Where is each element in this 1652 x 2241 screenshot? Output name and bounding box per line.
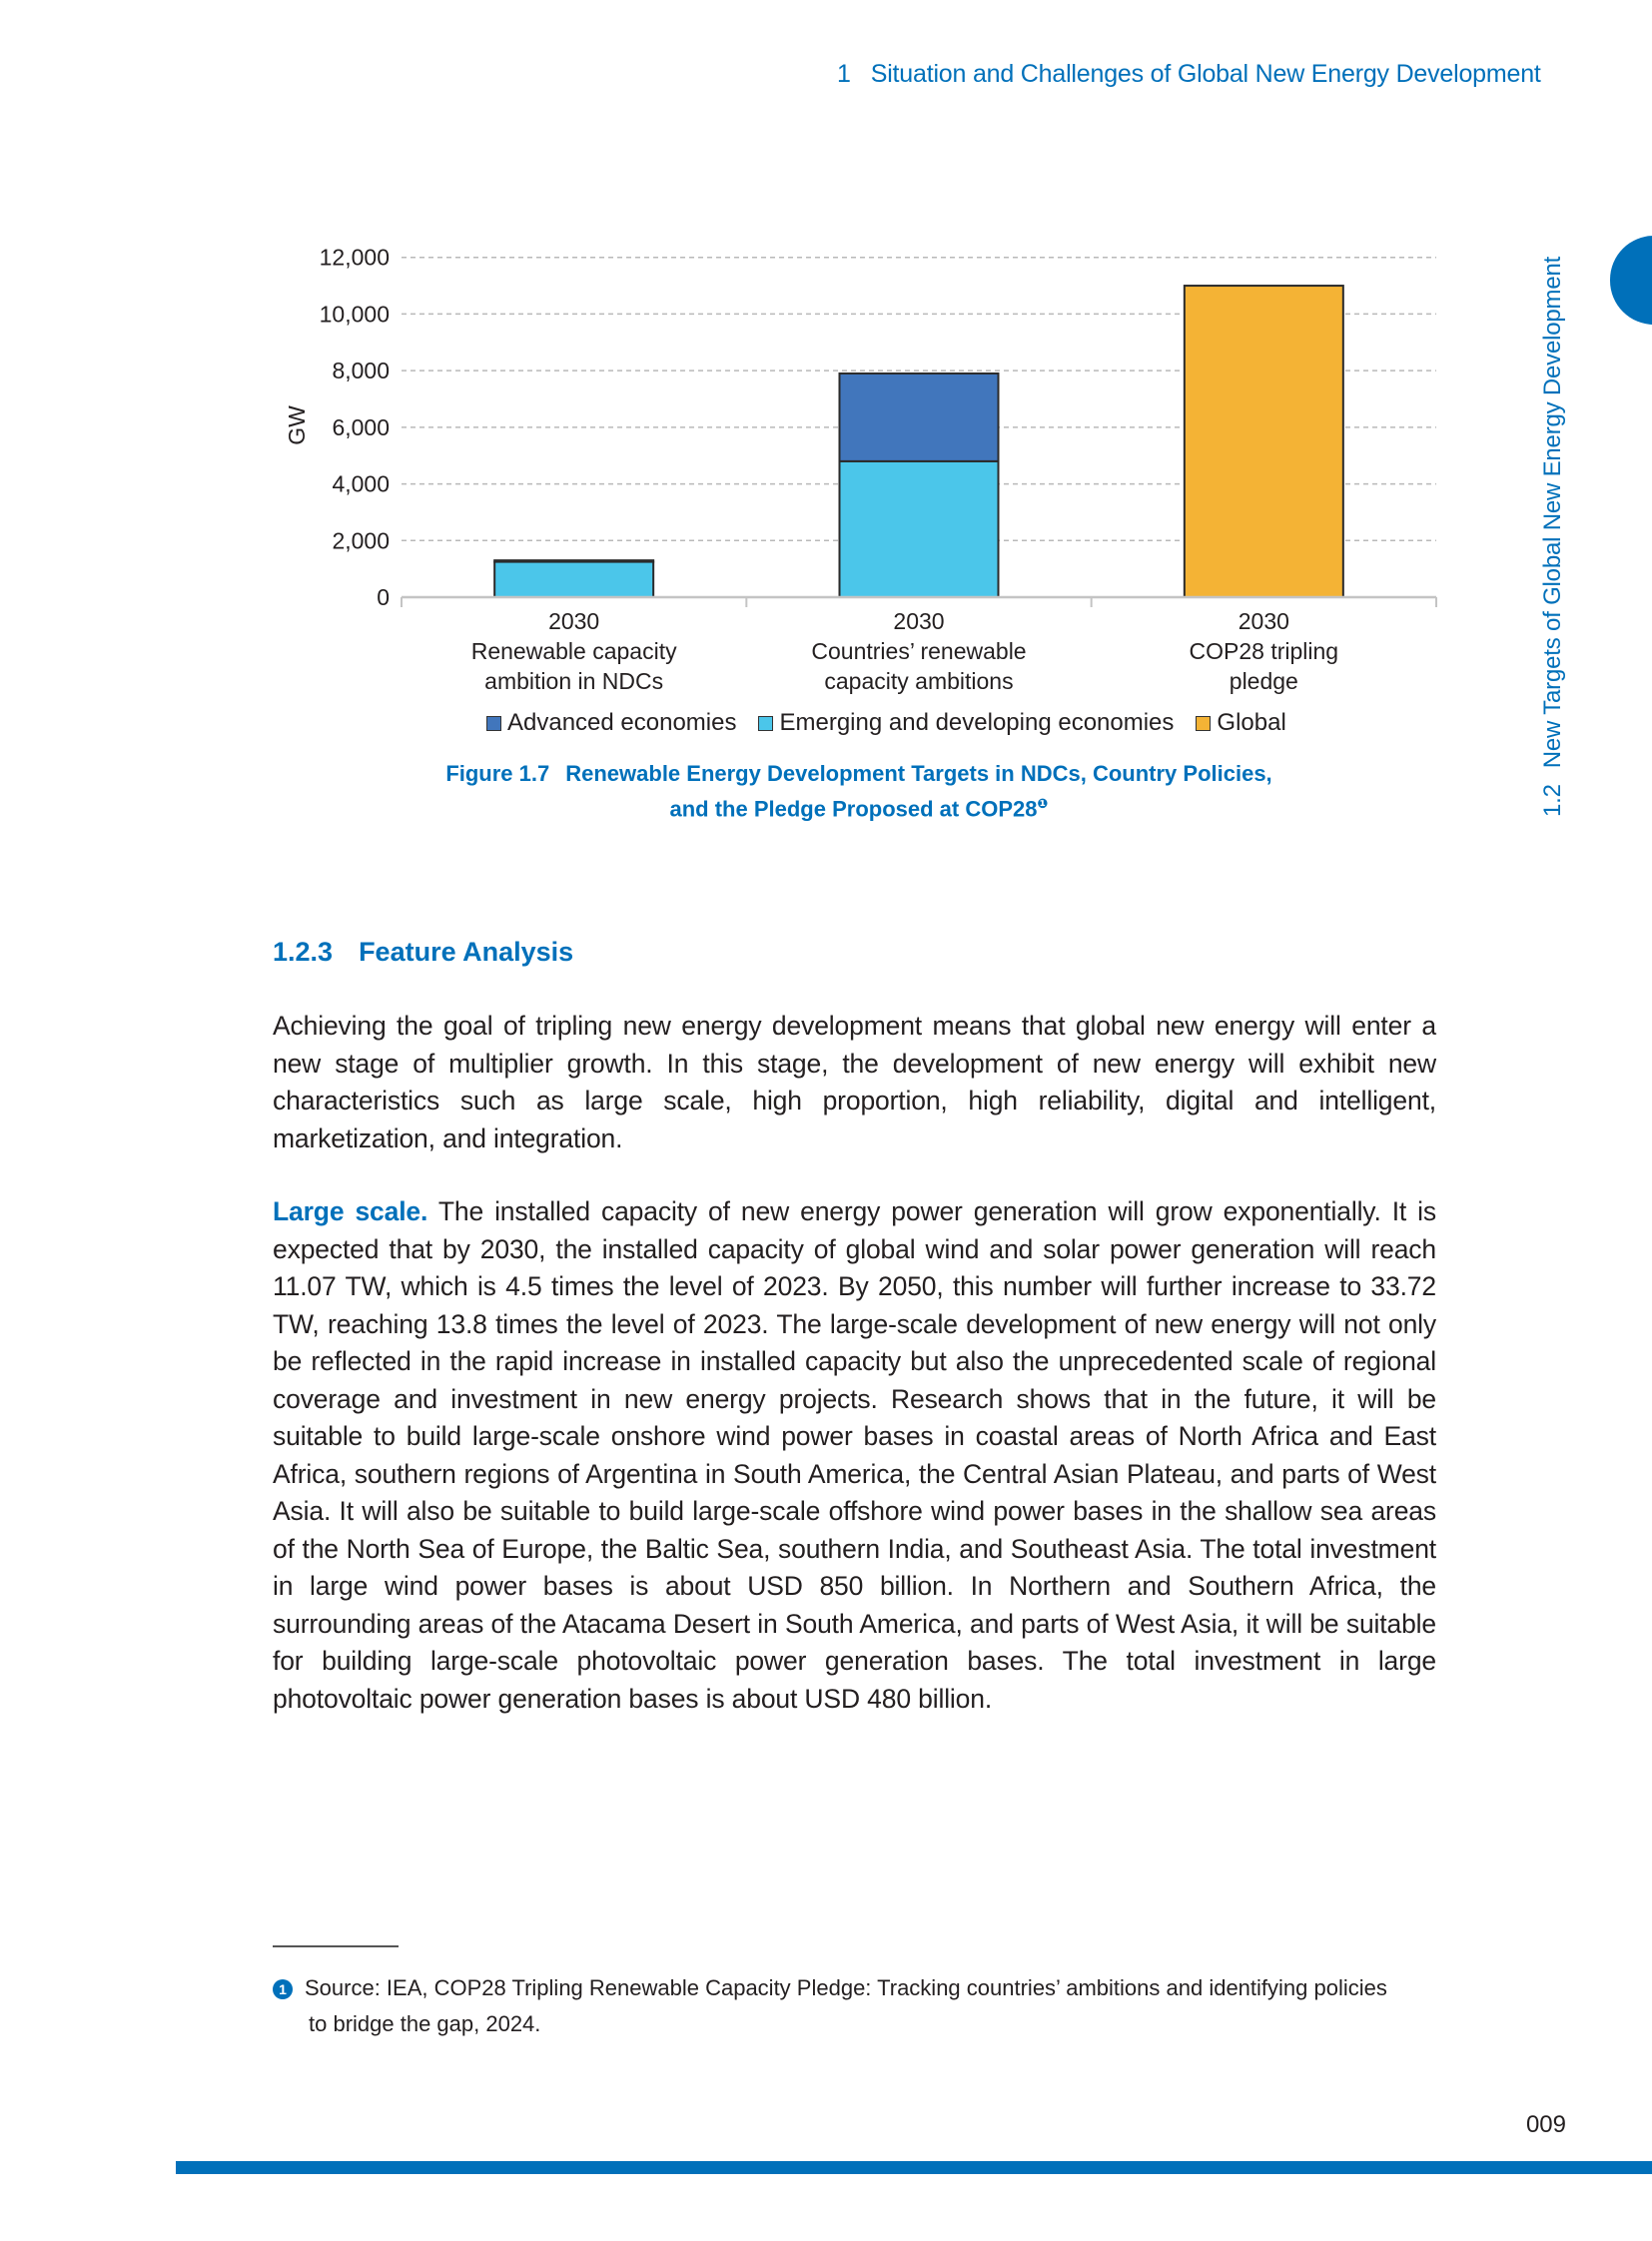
y-tick-label: 10,000	[319, 301, 390, 328]
side-section-label	[1539, 257, 1567, 817]
bar-segment	[494, 560, 653, 561]
y-tick-label: 2,000	[332, 527, 390, 554]
footnote	[273, 1970, 1441, 2042]
figure-caption	[380, 759, 1338, 824]
y-axis-tick-labels	[320, 245, 390, 610]
footnote-line-1: Source: IEA, COP28 Tripling Renewable Capacity Pledge: Tracking countries’ ambitions and identifying policies	[305, 1975, 1387, 2000]
y-tick-label: 4,000	[332, 470, 390, 497]
x-category-label: 2030 Countries’ renewable capacity ambitions	[811, 608, 1027, 694]
chart-legend	[486, 709, 1286, 737]
paragraph-large-scale	[273, 1193, 1436, 1718]
chapter-side-tab	[1610, 236, 1652, 325]
running-header	[837, 60, 1566, 89]
legend-label: Global	[1217, 709, 1286, 736]
paragraph-body: The installed capacity of new energy power generation will grow exponentially. It is expected that by 2030, the installed capacity of global wind and solar power generation will reach 11.07 TW, which is 4.5 times the level of 2023. By 2050, this number will further increase to 33.72 TW, reaching 13.8 times the level of 2023. The large-scale development of new energy will not only be reflected in the rapid increase in installed capacity but also the unprecedented scale of regional coverage and investment in new energy projects. Research shows that in the future, it will be suitable to build large-scale onshore wind power bases in coastal areas of North Africa and East Africa, southern regions of Argentina in South America, the Central Asian Plateau, and parts of West Asia. It will also be suitable to build large-scale offshore wind power bases in the shallow sea areas of the North Sea of Europe, the Baltic Sea, southern India, and Southeast Asia. The total investment in large wind power bases is about USD 850 billion. In Northern and Southern Africa, the surrounding areas of the Atacama Desert in South America, and parts of West Asia, it will be suitable for building large-scale photovoltaic power generation bases. The total investment in large photovoltaic power generation bases is about USD 480 billion.	[273, 1196, 1437, 1714]
section-number: 1.2.3	[273, 937, 334, 967]
section-title: Feature Analysis	[359, 937, 574, 967]
legend-swatch-icon	[1196, 716, 1211, 731]
x-category-label: 2030 Renewable capacity ambition in NDCs	[470, 608, 677, 694]
x-category-label: 2030 COP28 tripling pledge	[1189, 608, 1339, 694]
bars	[494, 286, 1343, 597]
figure-title: Renewable Energy Development Targets in NDCs, Country Policies, and the Pledge Proposed at COP28	[565, 761, 1272, 822]
footnote-number-icon: 1	[273, 1979, 293, 1999]
y-axis-title: GW	[284, 405, 310, 445]
paragraph-lead: Large scale.	[273, 1196, 428, 1226]
chapter-title: Situation and Challenges of Global New Energy Development	[870, 60, 1541, 88]
legend-label: Emerging and developing economies	[779, 709, 1175, 736]
bar-segment	[1185, 286, 1343, 597]
footnote-ref-icon: ❶	[1037, 796, 1049, 811]
side-section-title: New Targets of Global New Energy Development	[1539, 256, 1566, 769]
legend-item	[758, 709, 1174, 737]
legend-swatch-icon	[486, 716, 501, 731]
footnote-divider	[273, 1945, 399, 1947]
bar-segment	[840, 374, 999, 461]
y-tick-label: 6,000	[332, 413, 390, 440]
footer-bar	[176, 2161, 1652, 2174]
bar-chart	[260, 235, 1458, 634]
bar-segment	[840, 461, 999, 597]
y-tick-label: 8,000	[332, 358, 390, 384]
legend-item	[486, 709, 736, 737]
paragraph-intro: Achieving the goal of tripling new energy development means that global new energy will enter a new stage of multiplier growth. In this stage, the development of new energy will exhibit new characteristics such as large scale, high proportion, high reliability, digital and intelligent, marketization, and integration.	[273, 1011, 1436, 1153]
y-tick-label: 12,000	[319, 244, 390, 271]
legend-item	[1196, 709, 1285, 737]
bar-segment	[494, 562, 653, 597]
legend-label: Advanced economies	[507, 709, 737, 736]
legend-swatch-icon	[758, 716, 773, 731]
y-tick-label: 0	[377, 584, 390, 610]
section-heading	[273, 937, 573, 968]
footnote-line-2: to bridge the gap, 2024.	[309, 2011, 541, 2036]
chapter-number: 1	[837, 60, 851, 88]
side-section-number: 1.2	[1539, 784, 1566, 817]
figure-number: Figure 1.7	[445, 761, 550, 786]
page-number: 009	[1525, 2111, 1566, 2138]
